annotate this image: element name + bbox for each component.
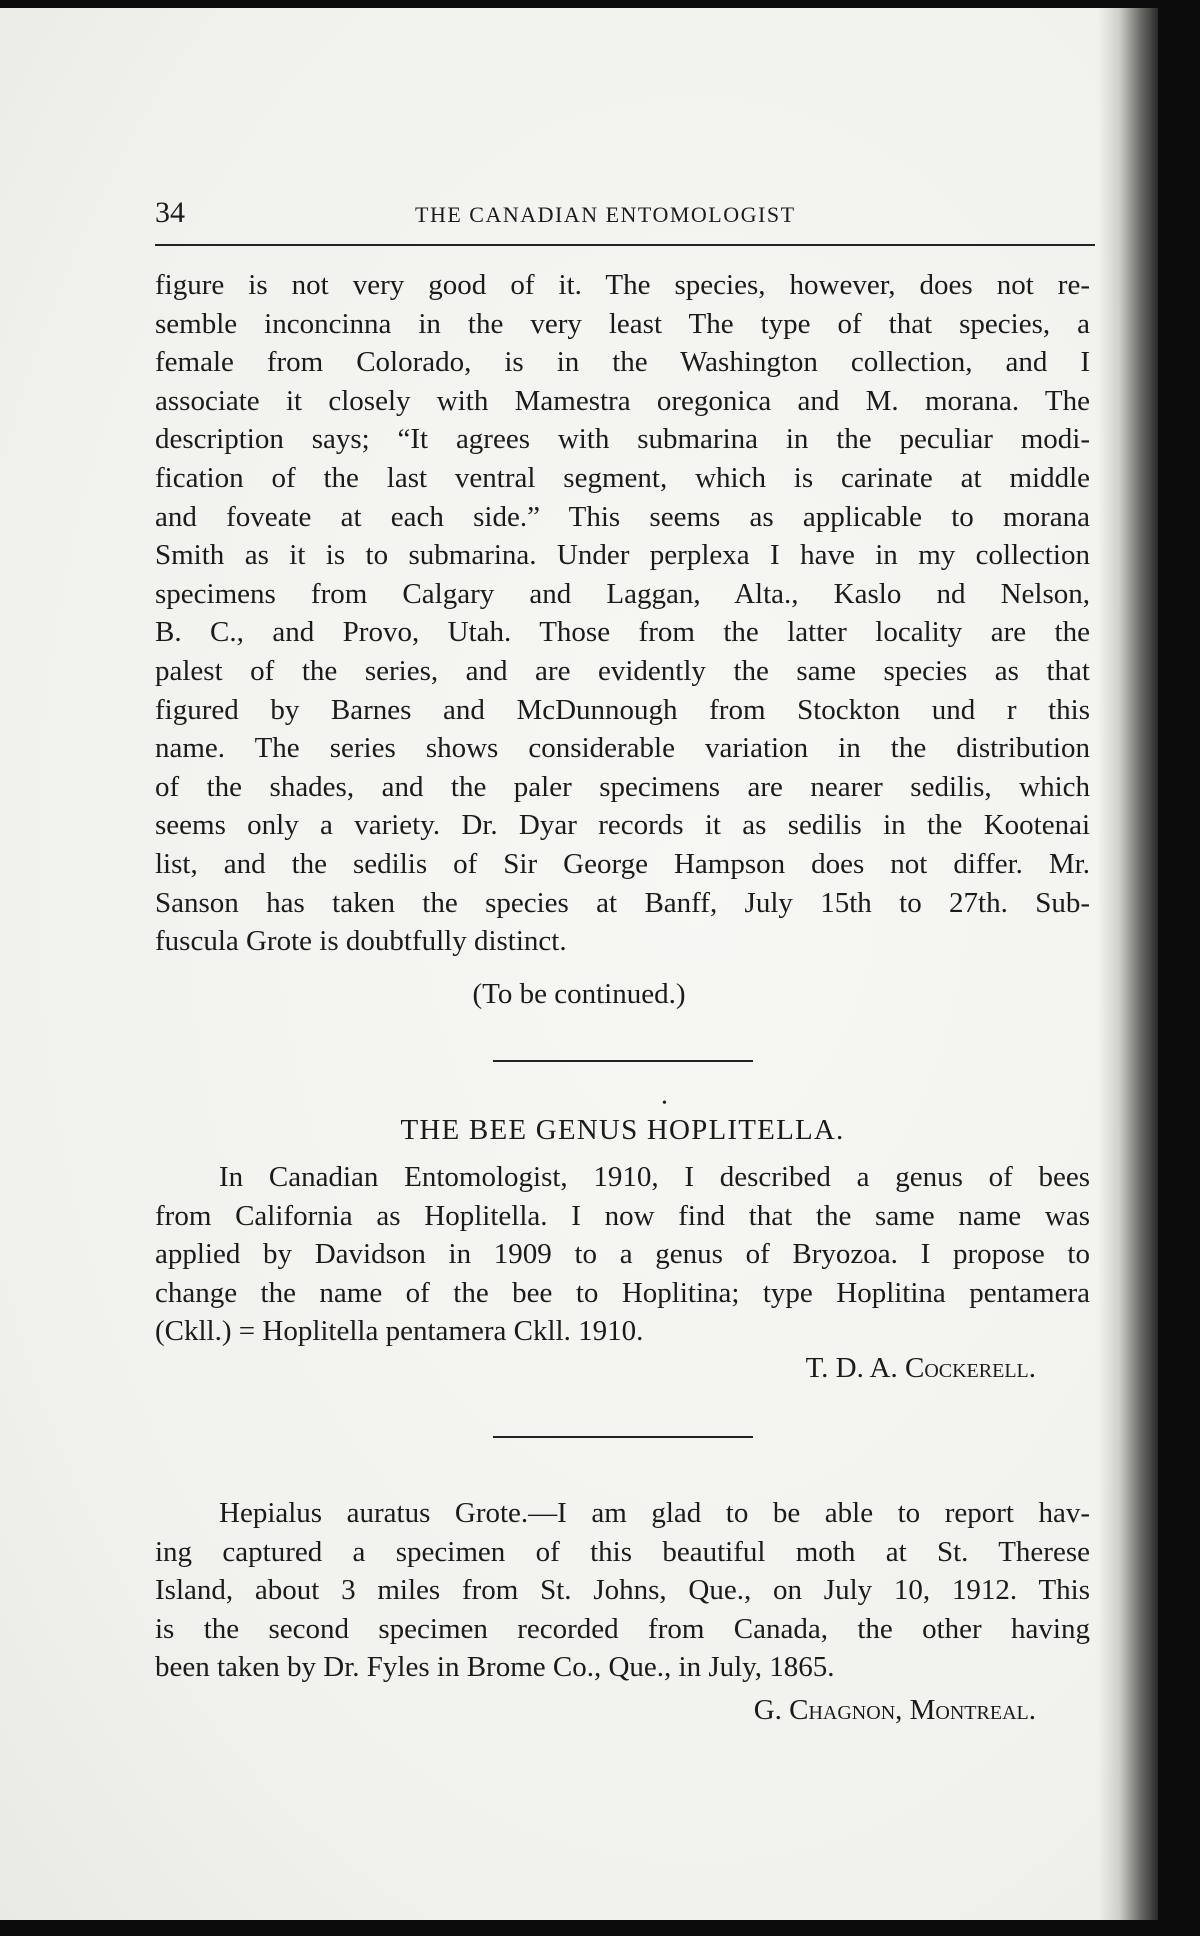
author-signature: G. Chagnon, Montreal. [753, 1694, 1036, 1726]
text-line: from California as Hoplitella. I now find that the same name was [155, 1199, 1090, 1232]
binding-shadow [1098, 8, 1158, 1920]
text-line: seems only a variety. Dr. Dyar records it as sedilis in the Kootenai [155, 809, 1090, 842]
section-divider [493, 1060, 753, 1062]
text-line: figured by Barnes and McDunnough from Stockton und r this [155, 693, 1090, 726]
page-header [155, 196, 1095, 236]
header-rule [155, 244, 1095, 246]
text-line: In Canadian Entomologist, 1910, I described a genus of bees [219, 1161, 1090, 1193]
running-head: THE CANADIAN ENTOMOLOGIST [415, 202, 796, 227]
article-hepialus-paragraph [155, 1494, 1090, 1687]
text-line: is the second specimen recorded from Canada, the other having [155, 1612, 1090, 1645]
text-line: Hepialus auratus Grote.—I am glad to be able to report hav- [219, 1497, 1090, 1529]
text-line: B. C., and Provo, Utah. Those from the latter locality are the [155, 616, 1090, 649]
text-line: list, and the sedilis of Sir George Hampson does not differ. Mr. [155, 847, 1090, 880]
author-signature: T. D. A. Cockerell. [805, 1352, 1036, 1384]
article-hoplitella-paragraph [155, 1158, 1090, 1351]
ink-speck: • [662, 1096, 667, 1111]
text-line: been taken by Dr. Fyles in Brome Co., Que., in July, 1865. [155, 1651, 835, 1684]
text-line: description says; “It agrees with submarina in the peculiar modi- [155, 423, 1090, 456]
article-noctuid-paragraph [155, 266, 1090, 961]
text-line: semble inconcinna in the very least The type of that species, a [155, 307, 1090, 340]
text-line: fication of the last ventral segment, which is carinate at middle [155, 461, 1090, 494]
text-line: change the name of the bee to Hoplitina; type Hoplitina pentamera [155, 1276, 1090, 1309]
continued-note: (To be continued.) [472, 978, 686, 1010]
text-line: female from Colorado, is in the Washington collection, and I [155, 346, 1090, 379]
article-title: THE BEE GENUS HOPLITELLA. [400, 1114, 845, 1146]
page-number: 34 [155, 196, 185, 229]
text-line: of the shades, and the paler specimens are nearer sedilis, which [155, 770, 1090, 803]
text-line: fuscula Grote is doubtfully distinct. [155, 925, 567, 958]
text-line: (Ckll.) = Hoplitella pentamera Ckll. 1910. [155, 1315, 644, 1348]
section-divider [493, 1436, 753, 1438]
journal-page [0, 8, 1158, 1920]
text-line: figure is not very good of it. The species, however, does not re- [155, 269, 1090, 301]
text-line: applied by Davidson in 1909 to a genus of Bryozoa. I propose to [155, 1238, 1090, 1271]
text-line: and foveate at each side.” This seems as applicable to morana [155, 500, 1090, 533]
text-line: specimens from Calgary and Laggan, Alta., Kaslo nd Nelson, [155, 577, 1090, 610]
text-line: Smith as it is to submarina. Under perplexa I have in my collection [155, 539, 1090, 572]
text-line: Island, about 3 miles from St. Johns, Que., on July 10, 1912. This [155, 1574, 1090, 1607]
text-line: Sanson has taken the species at Banff, July 15th to 27th. Sub- [155, 886, 1090, 919]
text-line: name. The series shows considerable variation in the distribution [155, 732, 1090, 765]
text-line: palest of the series, and are evidently the same species as that [155, 654, 1090, 687]
text-line: associate it closely with Mamestra oregonica and M. morana. The [155, 384, 1090, 417]
text-line: ing captured a specimen of this beautiful moth at St. Therese [155, 1535, 1090, 1568]
